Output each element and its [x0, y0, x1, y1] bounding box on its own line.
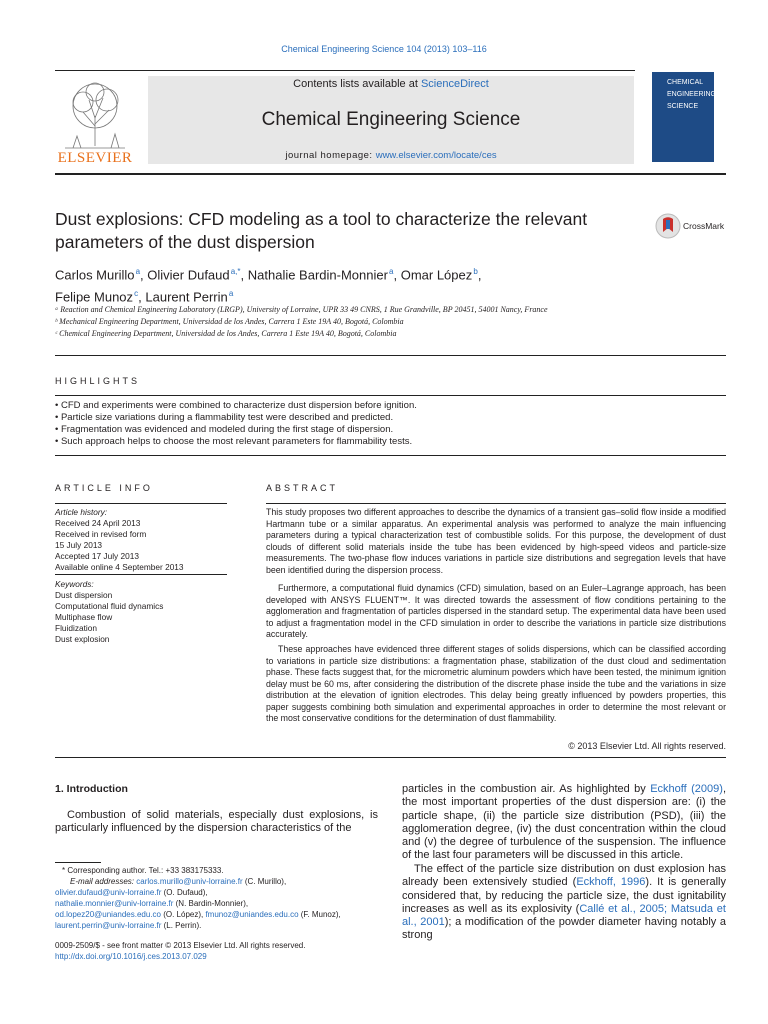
- title-line: Dust explosions: CFD modeling as a tool to characterize the relevant: [55, 209, 588, 229]
- intro-paragraph-left: Combustion of solid materials, especially dust explosions, is particularly influenced by the dispersion characteristics of the: [55, 809, 378, 835]
- highlight-item: • Such approach helps to choose the most relevant parameters for flammability tests.: [55, 436, 413, 447]
- cover-line: CHEMICAL: [667, 79, 704, 86]
- abstract-paragraph: These approaches have evidenced three different stages of solids dispersions, which can be classified according to variations in particle size distributions: a fragmentation phase, stabilization of the dust cloud and sedimentation phase. These facts suggest that, for the micrometric aluminum powders which have been tested, the minimum ignition delay must be 60 ms, after considering the distribution of the discrete phase inside the tube and the variations in size distribution at the elevation of ignition electrodes. This delay being greatly influenced by powders properties, this paper suggests combining both simulation and experimental approaches in order to determine the most relevant or the most conservative conditions for the determination of dust flammability.: [266, 644, 726, 723]
- author-list: [55, 262, 695, 307]
- email-owner: (C. Murillo),: [242, 877, 287, 886]
- author-affil-mark[interactable]: b: [473, 267, 478, 276]
- history-label: Article history:: [55, 507, 108, 517]
- email-owner: (O. López),: [160, 910, 206, 919]
- author-separator: ,: [477, 267, 482, 283]
- email-owner: (O. Dufaud),: [161, 888, 208, 897]
- email-link[interactable]: carlos.murillo@univ-lorraine.fr: [136, 877, 243, 886]
- citation-link[interactable]: Eckhoff, 1996: [576, 876, 646, 889]
- highlight-item: • Particle size variations during a flammability test were described and predicted.: [55, 412, 394, 423]
- body-text: , the most important properties of the dust dispersion are: (i) the particle shape, (ii) the particle size distribution (PSD), (iii) the agglomeration degree, (iv) the dust concentration within the cloud and (v) the degree of turbulence of the suspension. The influence of the last four parameters will be discussed in this article.: [402, 783, 726, 862]
- doi-link[interactable]: http://dx.doi.org/10.1016/j.ces.2013.07.029: [55, 952, 207, 961]
- body-text: ). It is generally considered that, by reducing the particle size, the dust ignitability increases as well as its explosivity (: [402, 876, 726, 915]
- author-affil-mark[interactable]: a: [389, 267, 394, 276]
- article-info-heading: ARTICLE INFO: [55, 483, 153, 493]
- corresponding-author-note: * Corresponding author. Tel.: +33 383175333.: [62, 866, 224, 875]
- email-line: [55, 921, 201, 930]
- paper-title: [55, 208, 655, 254]
- author-name[interactable]: Carlos Murillo: [55, 267, 135, 283]
- email-line: [55, 899, 248, 908]
- abstract-paragraph: This study proposes two different approaches to describe the dynamics of a transient gas–solid flow inside a modified Hartmann tube or a similar apparatus. An experimental analysis was performed to analyze the main influencing parameters during a typical characterization test of combustible solids. For this purpose, the development of dust clouds of different solid materials inside the tube has been evidenced by high-speed videos and particle-size measurements. The two-phase flow induces variations in particle size distributions and segregation levels that have been identified during the dispersion process.: [266, 507, 726, 575]
- abstract-heading: ABSTRACT: [266, 483, 339, 493]
- highlight-item: • Fragmentation was evidenced and modeled during the first stage of dispersion.: [55, 424, 394, 435]
- history-entry: 15 July 2013: [55, 540, 103, 550]
- issn-line: 0009-2509/$ - see front matter © 2013 Elsevier Ltd. All rights reserved.: [55, 941, 306, 950]
- email-link[interactable]: nathalie.monnier@univ-lorraine.fr: [55, 899, 174, 908]
- keyword: Computational fluid dynamics: [55, 601, 164, 611]
- divider: [55, 574, 227, 575]
- affiliation: ᶜ Chemical Engineering Department, Universidad de los Andes, Carrera 1 Este 19A 40, Bogotá, Colombia: [55, 329, 397, 338]
- divider: [55, 503, 227, 504]
- email-link[interactable]: fmunoz@uniandes.edu.co: [205, 910, 299, 919]
- author-affil-mark[interactable]: a: [228, 289, 234, 299]
- divider: [55, 355, 726, 356]
- keyword: Fluidization: [55, 623, 97, 633]
- author-affil-mark[interactable]: a,*: [230, 267, 241, 276]
- author-separator: ,: [240, 267, 248, 283]
- author-name[interactable]: Olivier Dufaud: [147, 267, 230, 283]
- homepage-link[interactable]: www.elsevier.com/locate/ces: [375, 150, 497, 161]
- email-owner: (L. Perrin).: [161, 921, 202, 930]
- crossmark-label: CrossMark: [683, 221, 725, 231]
- header-bottom-rule: [55, 173, 726, 175]
- email-link[interactable]: laurent.perrin@univ-lorraine.fr: [55, 921, 162, 930]
- homepage-prefix: journal homepage:: [285, 150, 376, 161]
- keyword: Multiphase flow: [55, 612, 113, 622]
- highlight-item: • CFD and experiments were combined to characterize dust dispersion before ignition.: [55, 400, 417, 411]
- publisher-name: ELSEVIER: [57, 150, 133, 166]
- author-name[interactable]: Nathalie Bardin-Monnier: [247, 267, 388, 283]
- journal-title: Chemical Engineering Science: [261, 109, 521, 130]
- author-affil-mark[interactable]: a: [135, 267, 141, 276]
- journal-citation[interactable]: Chemical Engineering Science 104 (2013) 103–116: [281, 44, 487, 54]
- footnote-rule: [55, 862, 101, 863]
- email-link[interactable]: od.lopez20@uniandes.edu.co: [55, 910, 161, 919]
- keyword: Dust explosion: [55, 634, 110, 644]
- divider: [55, 757, 726, 758]
- email-line: [55, 888, 208, 897]
- author-separator: ,: [138, 289, 146, 305]
- affiliation: ᵇ Mechanical Engineering Department, Universidad de los Andes, Carrera 1 Este 19A 40, Bogotá, Colombia: [55, 317, 404, 326]
- email-label: E-mail addresses:: [70, 877, 137, 886]
- contents-prefix: Contents lists available at: [293, 78, 421, 90]
- abstract-copyright: © 2013 Elsevier Ltd. All rights reserved.: [568, 741, 726, 751]
- email-line: [70, 877, 286, 886]
- journal-cover-title: [667, 77, 717, 113]
- email-link[interactable]: olivier.dufaud@univ-lorraine.fr: [55, 888, 162, 897]
- keywords-label: Keywords:: [55, 579, 94, 589]
- history-entry: Received 24 April 2013: [55, 518, 141, 528]
- email-owner: (N. Bardin-Monnier),: [173, 899, 249, 908]
- citation-link[interactable]: Callé et al., 2005; Matsuda et al., 2001: [402, 902, 726, 929]
- journal-homepage: [148, 150, 634, 161]
- divider: [55, 455, 726, 456]
- author-name[interactable]: Omar López: [400, 267, 473, 283]
- section-heading-introduction: 1. Introduction: [55, 783, 128, 795]
- highlights-heading: HIGHLIGHTS: [55, 376, 141, 386]
- contents-line: [148, 78, 634, 90]
- affiliation: ᵃ Reaction and Chemical Engineering Laboratory (LRGP), University of Lorraine, UPR 33 49 CNRS, 1 Rue Grandville, BP 20451, 54001 Nancy, France: [55, 305, 548, 314]
- history-entry: Accepted 17 July 2013: [55, 551, 139, 561]
- divider: [55, 395, 726, 396]
- email-line: [55, 910, 341, 919]
- body-text: The effect of the particle size distribution on dust explosion has already been extensively studied (: [402, 863, 726, 889]
- author-name[interactable]: Felipe Munoz: [55, 289, 134, 305]
- citation-link[interactable]: Eckhoff (2009): [650, 783, 723, 795]
- cover-line: ENGINEERING: [667, 91, 717, 98]
- abstract-paragraph: Furthermore, a computational fluid dynamics (CFD) simulation, based on an Euler–Lagrange approach, has been developed with ANSYS FLUENT™. It was directed towards the assessment of flow conditions pertaining to the agglomeration and fragmentation of particles dispersed in the standard setup. The experimental data have been used to adjust a fragmentation model in the CFD simulation in order to describe the variations in particle size distributions accurately.: [266, 583, 726, 639]
- title-line: parameters of the dust dispersion: [55, 232, 315, 252]
- intro-paragraph-right: [402, 863, 726, 943]
- intro-paragraph-right: [402, 783, 726, 863]
- history-entry: Available online 4 September 2013: [55, 562, 184, 572]
- author-affil-mark[interactable]: c: [134, 289, 139, 299]
- keyword: Dust dispersion: [55, 590, 113, 600]
- crossmark-badge[interactable]: [655, 212, 727, 240]
- email-owner: (F. Munoz),: [298, 910, 341, 919]
- body-text: ); a modification of the powder diameter having notably a strong: [402, 916, 726, 942]
- history-entry: Received in revised form: [55, 529, 147, 539]
- divider: [266, 503, 726, 504]
- body-text: particles in the combustion air. As highlighted by: [402, 783, 651, 795]
- author-separator: ,: [393, 267, 401, 283]
- author-separator: ,: [140, 267, 148, 283]
- cover-line: SCIENCE: [667, 103, 699, 110]
- header-rule: [55, 70, 635, 71]
- author-name[interactable]: Laurent Perrin: [145, 289, 228, 305]
- sciencedirect-link[interactable]: ScienceDirect: [420, 78, 489, 90]
